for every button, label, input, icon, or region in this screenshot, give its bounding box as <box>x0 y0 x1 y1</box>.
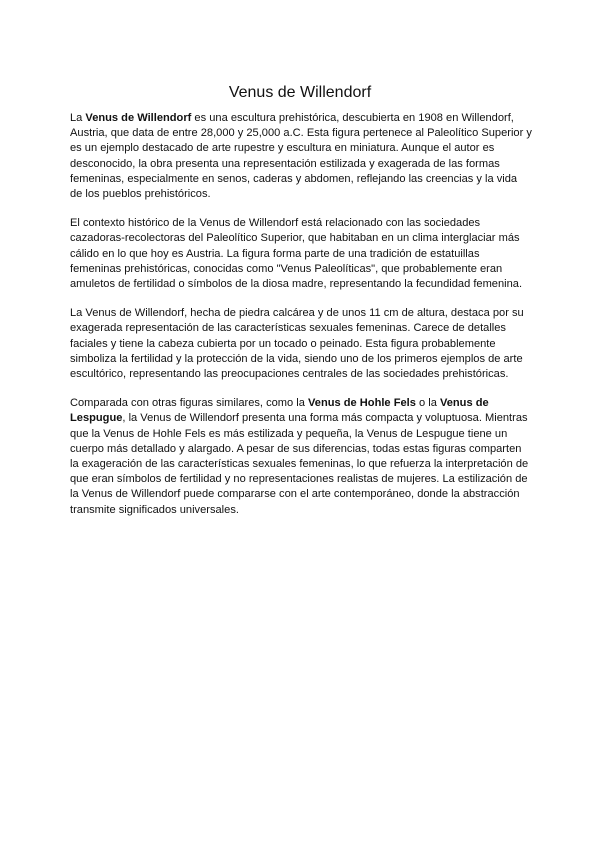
text-run: es una escultura prehistórica, descubierta en 1908 en Willendorf, Austria, que data de entre 28,000 y 25,000 a.C. Esta figura pertenece al Paleolítico Superior y es un ejemplo destacado de arte rupestre y escultura en miniatura. Aunque el autor es desconocido, la obra presenta una representación estilizada y exagerada de las formas femeninas, especialmente en senos, caderas y abdomen, reflejando las creencias y la vida de los pueblos prehistóricos. <box>70 112 532 201</box>
document-body <box>70 111 532 532</box>
paragraph-description <box>70 306 532 382</box>
text-run: , la Venus de Willendorf presenta una forma más compacta y voluptuosa. Mientras que la Venus de Hohle Fels es más estilizada y pequeña, la Venus de Lespugue tiene un cuerpo más detallado y alargado. A pesar de sus diferencias, todas estas figuras comparten la exageración de las características sexuales femeninas, lo que refuerza la interpretación de que eran símbolos de fertilidad y no representaciones realistas de mujeres. La estilización de la Venus de Willendorf puede compararse con el arte contemporáneo, donde la abstracción transmite significados universales. <box>70 412 529 516</box>
text-run: Comparada con otras figuras similares, como la <box>70 397 308 410</box>
text-run: o la <box>415 397 440 410</box>
text-run: El contexto histórico de la Venus de Willendorf está relacionado con las sociedades cazadoras-recolectoras del Paleolítico Superior, que habitaban en un clima interglaciar más cálido en lo que hoy es Austria. La figura forma parte de una tradición de estatuillas femeninas prehistóricas, conocidas como "Venus Paleolíticas", que probablemente eran amuletos de fertilidad o símbolos de la diosa madre, representando la fecundidad femenina. <box>70 217 523 291</box>
paragraph-historical-context <box>70 216 532 292</box>
bold-term-venus-de-willendorf: Venus de Willendorf <box>85 112 192 124</box>
bold-term-venus-de-lespugue: Venus de Lespugue <box>70 397 489 425</box>
text-run: La Venus de Willendorf, hecha de piedra calcárea y de unos 11 cm de altura, destaca por su exagerada representación de las características sexuales femeninas. Carece de detalles faciales y tiene la cabeza cubierta por un tocado o peinado. Esta figura probablemente simboliza la fertilidad y la protección de la vida, siendo uno de los primeros ejemplos de arte escultórico, representando las preocupaciones centrales de las sociedades prehistóricas. <box>70 307 524 381</box>
text-run: La <box>70 112 86 124</box>
paragraph-comparison <box>70 396 532 518</box>
bold-term-venus-de-hohle-fels: Venus de Hohle Fels <box>308 397 416 410</box>
page-title: Venus de Willendorf <box>228 84 372 101</box>
paragraph-introduction <box>70 111 532 202</box>
